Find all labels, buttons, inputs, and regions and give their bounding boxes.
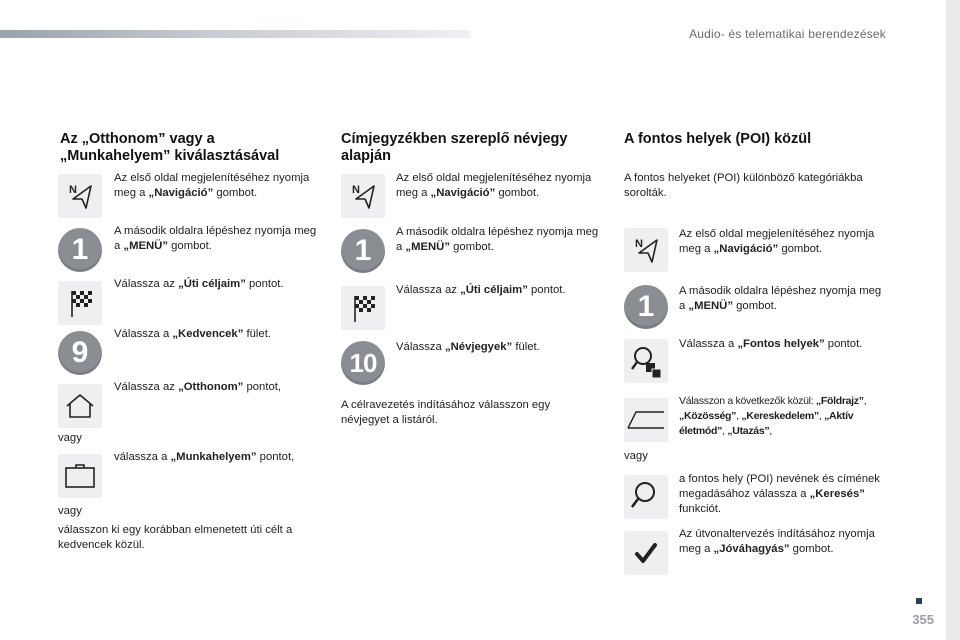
home-icon: [58, 384, 102, 428]
step-badge: 1: [341, 229, 385, 273]
col3-title: A fontos helyek (POI) közül: [624, 131, 812, 147]
col2-step4-text: Válassza „Névjegyek” fület.: [396, 341, 540, 353]
col3-step1-text: Az első oldal megjelenítéséhez nyomja meg a „Navigáció” gombot.: [679, 228, 875, 255]
page-number: 355: [912, 612, 934, 627]
col2-title-line2: alapján: [341, 148, 391, 164]
col1-step5-text: Válassza az „Otthonom” pontot,: [114, 381, 282, 393]
col3-step2-text: A második oldalra lépéshez nyomja meg a „MENÜ” gombot.: [679, 285, 882, 312]
checkmark-icon: [624, 531, 668, 575]
col3-step5-text: a fontos hely (POI) nevének és címének megadásához válassza a „Keresés” funkciót.: [679, 473, 880, 515]
header-title: Audio- és telematikai berendezések: [689, 27, 886, 41]
navigation-icon: [624, 228, 668, 272]
step-badge: 9: [58, 331, 102, 375]
col3-intro-text: A fontos helyeket (POI) különböző kategóriákba sorolták.: [624, 172, 863, 199]
or-label: vagy: [58, 505, 82, 517]
col2-step1-text: Az első oldal megjelenítéséhez nyomja meg a „Navigáció” gombot.: [396, 172, 592, 199]
navigation-icon: [58, 174, 102, 218]
side-strip: [946, 0, 960, 640]
search-icon: [624, 475, 668, 519]
col1-title-line2: „Munkahelyem” kiválasztásával: [60, 148, 280, 164]
svg-text:N: N: [635, 238, 643, 250]
checkered-flag-icon: [341, 286, 385, 330]
col1-step2-text: A második oldalra lépéshez nyomja meg a „MENÜ” gombot.: [114, 225, 317, 252]
col3-step4-text: Válasszon a következők közül: „Földrajz”, „Közösség”, „Kereskedelem”, „Aktív életmód”, „Utazás”,: [679, 395, 867, 437]
or-label: vagy: [624, 450, 648, 462]
step-badge: 1: [624, 285, 668, 329]
category-tab-icon: [624, 398, 668, 442]
col2-title: [341, 131, 567, 165]
briefcase-icon: [58, 454, 102, 498]
or-label: vagy: [58, 432, 82, 444]
col1-step4-text: Válassza a „Kedvencek” fület.: [114, 328, 271, 340]
header-bar: [0, 30, 470, 38]
col1-final-text: válasszon ki egy korábban elmenetett úti célt a kedvencek közül.: [58, 524, 293, 551]
col3-step3-text: Válassza a „Fontos helyek” pontot.: [679, 338, 863, 350]
col2-title-line1: Címjegyzékben szereplő névjegy: [341, 131, 568, 147]
navigation-icon: [341, 174, 385, 218]
col1-step6-text: válassza a „Munkahelyem” pontot,: [114, 451, 295, 463]
checkered-flag-icon: [58, 281, 102, 325]
step-badge: 10: [341, 341, 385, 385]
poi-search-icon: [624, 339, 668, 383]
page-marker: [916, 598, 922, 604]
col1-title-line1: Az „Otthonom” vagy a: [60, 131, 215, 147]
svg-text:N: N: [69, 184, 77, 196]
col1-step1-text: Az első oldal megjelenítéséhez nyomja meg a „Navigáció” gombot.: [114, 172, 310, 199]
step-badge: 1: [58, 228, 102, 272]
col1-step3-text: Válassza az „Úti céljaim” pontot.: [114, 278, 284, 290]
col3-step6-text: Az útvonaltervezés indításához nyomja meg a „Jóváhagyás” gombot.: [679, 528, 875, 555]
col1-title: [60, 131, 279, 165]
svg-text:N: N: [352, 184, 360, 196]
col2-final-text: A célravezetés indításához válasszon egy névjegyet a listáról.: [341, 399, 551, 426]
col2-step3-text: Válassza az „Úti céljaim” pontot.: [396, 284, 566, 296]
col2-step2-text: A második oldalra lépéshez nyomja meg a „MENÜ” gombot.: [396, 226, 599, 253]
